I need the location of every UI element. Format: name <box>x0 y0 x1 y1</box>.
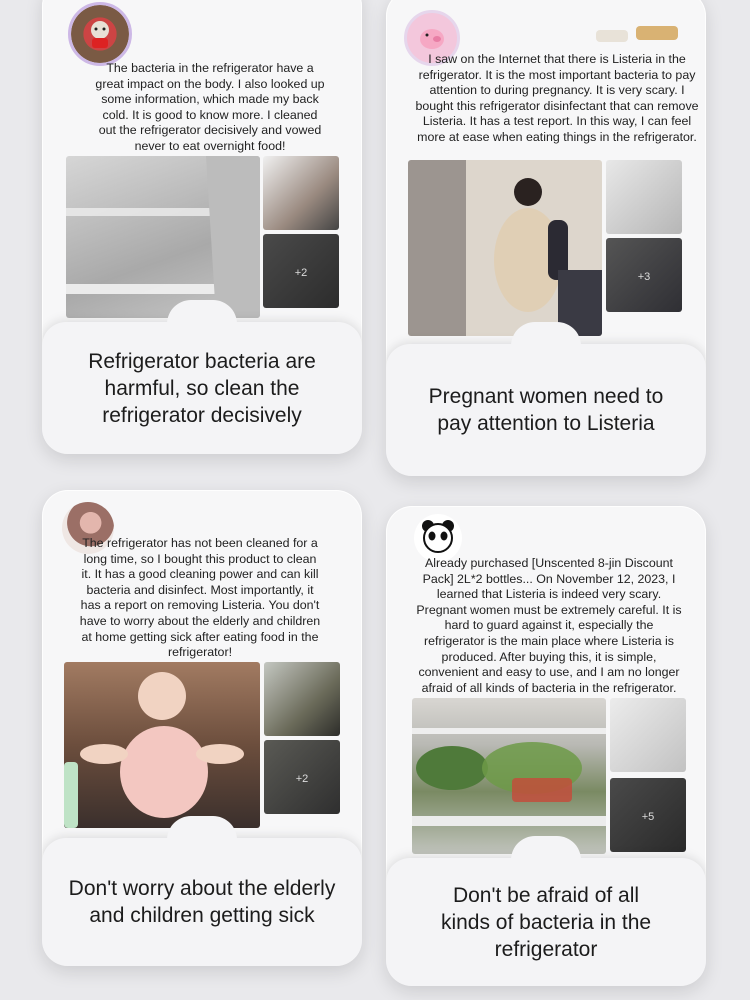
more-photos-count: +5 <box>641 810 655 823</box>
caption-panel <box>386 344 706 476</box>
sticker-decoration <box>636 26 678 40</box>
thumbnail-photo-1 <box>610 698 686 772</box>
review-card-3 <box>42 490 362 966</box>
caption-panel <box>42 322 362 454</box>
baby-photo <box>64 662 260 828</box>
thumbnail-photo-1 <box>263 156 339 230</box>
more-photos-count: +2 <box>294 266 308 279</box>
review-text: I saw on the Internet that there is Listeria in the refrigerator. It is the most important bacteria to pay attention to during pregnancy. It is very scary. I bought this refrigerator disinfectant that can remove Listeria. It has a test report. In this way, I can feel more at ease when eating things in the refrigerator. <box>415 52 699 144</box>
review-text: The bacteria in the refrigerator have a great impact on the body. I also looked up some information, which made my back cold. It is good to know more. I cleaned out the refrigerator decisively and vowed never to eat overnight food! <box>95 61 325 153</box>
panda-avatar-icon <box>414 514 462 562</box>
thumbnail-photo-more[interactable] <box>263 234 339 308</box>
caption-text: Don't worry about the elderly and children getting sick <box>68 877 336 927</box>
review-text: Already purchased [Unscented 8-jin Discount Pack] 2L*2 bottles... On November 12, 2023, I learned that Listeria is indeed very scary. Pregnant women must be extremely careful. It is hard to guard against it, especially the refrigerator is the main place where Listeria is produced. After buying this, it is simple, convenient and easy to use, and I am no longer afraid of all kinds of bacteria in the refrigerator. <box>416 556 682 695</box>
caption-text: Pregnant women need to pay attention to Listeria <box>428 385 664 435</box>
pregnant-woman-photo <box>408 160 602 336</box>
sticker-decoration <box>596 30 628 42</box>
thumbnail-photo-1 <box>264 662 340 736</box>
thumbnail-photo-1 <box>606 160 682 234</box>
caption-panel <box>42 838 362 966</box>
caption-panel <box>386 858 706 986</box>
caption-text: Don't be afraid of all kinds of bacteria in the refrigerator <box>440 883 652 961</box>
review-card-2 <box>386 0 706 476</box>
caption-text: Refrigerator bacteria are harmful, so clean the refrigerator decisively <box>88 349 316 427</box>
refrigerator-vegetables-photo <box>412 698 606 854</box>
more-photos-count: +2 <box>295 772 309 785</box>
thumbnail-photo-more[interactable] <box>610 778 686 852</box>
refrigerator-interior-photo <box>66 156 260 318</box>
review-card-4 <box>386 506 706 986</box>
dog-avatar-icon <box>68 2 132 66</box>
review-card-1 <box>42 0 362 454</box>
thumbnail-photo-more[interactable] <box>606 238 682 312</box>
more-photos-count: +3 <box>637 270 651 283</box>
thumbnail-photo-more[interactable] <box>264 740 340 814</box>
review-text: The refrigerator has not been cleaned for a long time, so I bought this product to clean it. It has a good cleaning power and can kill bacteria and disinfect. Most importantly, it has a report on removing Listeria. You don't have to worry about the elderly and children at home getting sick after eating food in the refrigerator! <box>79 536 321 660</box>
